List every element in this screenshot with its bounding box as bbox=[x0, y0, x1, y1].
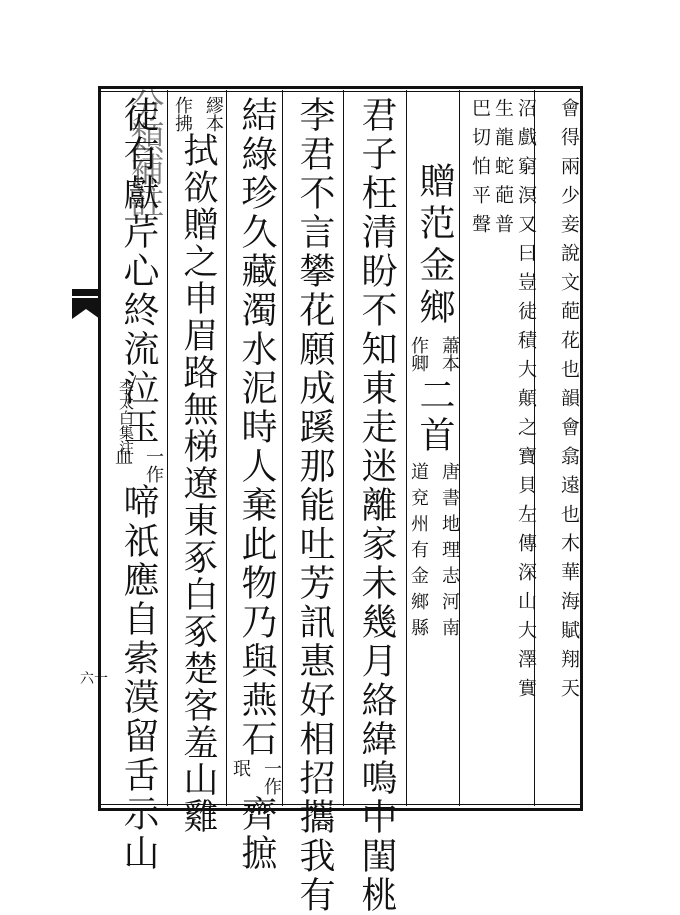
variant-note-left: 血 bbox=[112, 447, 133, 465]
commentary-column-2 bbox=[513, 98, 539, 707]
fishtail-mark-icon bbox=[72, 289, 100, 319]
poem-line: 拭欲贈之申眉路無梯遼東豖白豖楚客羞山雞 bbox=[178, 132, 218, 835]
poem-line: 君子枉清盼不知東走迷離家未幾月絡緯鳴中閨桃 bbox=[356, 96, 397, 915]
geo-note-right: 唐書地理志河南 bbox=[439, 462, 460, 644]
poem-column-9 bbox=[172, 96, 224, 835]
variant-note-right: 繆本 bbox=[203, 96, 224, 132]
geo-note-left: 道兗州有金鄉縣 bbox=[408, 462, 429, 644]
frame-bottom-rule bbox=[98, 808, 582, 811]
commentary-text: 會得兩少妾說文葩花也韻會翕遠也木華海賦翔天 bbox=[558, 98, 580, 707]
poem-line: 徒有獻芹心終流泣玉 bbox=[118, 96, 159, 447]
commentary-column-1 bbox=[556, 98, 582, 707]
commentary-column-4 bbox=[467, 98, 493, 243]
variant-note bbox=[110, 447, 166, 483]
poem-line-tail: 啼祇應自索漠留舌示山 bbox=[118, 483, 159, 873]
commentary-text: 生龍蛇葩普 bbox=[492, 98, 514, 243]
variant-note bbox=[170, 96, 226, 132]
column-divider bbox=[282, 90, 283, 806]
variant-note-right: 一作 bbox=[143, 447, 164, 483]
commentary-column-3 bbox=[490, 98, 516, 243]
frame-bottom-rule-inner bbox=[98, 804, 582, 805]
title-note bbox=[406, 336, 462, 372]
title-note-left: 作卿 bbox=[408, 336, 429, 372]
poem-title: 贈范金鄉 bbox=[414, 162, 455, 330]
gutter-title-text: 分類補註 bbox=[124, 88, 164, 216]
title-geography-note bbox=[406, 462, 462, 644]
poem-title-column bbox=[408, 162, 460, 644]
variant-note-left: 珉 bbox=[230, 759, 251, 777]
commentary-text: 巴切怕平聲 bbox=[469, 98, 491, 243]
gutter-book-title-text: 李太白集注 bbox=[117, 380, 135, 455]
poem-column-7 bbox=[289, 96, 339, 915]
poem-column-8 bbox=[230, 96, 282, 873]
column-divider bbox=[343, 90, 344, 806]
variant-note bbox=[228, 759, 284, 795]
commentary-text: 沼戲窮溟又曰豈徒積大顛之寶貝左傳深山大澤實 bbox=[515, 98, 537, 707]
poem-line: 結綠珍久藏濁水泥時人棄此物乃與燕石 bbox=[236, 96, 277, 759]
variant-note-right: 一作 bbox=[261, 759, 282, 795]
title-note-right: 蕭本 bbox=[439, 336, 460, 372]
column-divider bbox=[226, 90, 227, 806]
poem-line: 李君不言攀花願成蹊那能吐芳訊惠好相招攜我有 bbox=[294, 96, 335, 915]
poem-count: 二首 bbox=[414, 376, 455, 456]
poem-line-tail: 齊摭 bbox=[236, 795, 277, 873]
folio-number: 六一 bbox=[80, 671, 108, 687]
variant-note-left: 作拂 bbox=[172, 96, 193, 132]
column-divider bbox=[406, 90, 407, 806]
poem-column-6 bbox=[351, 96, 401, 915]
poem-column-10 bbox=[112, 96, 164, 873]
